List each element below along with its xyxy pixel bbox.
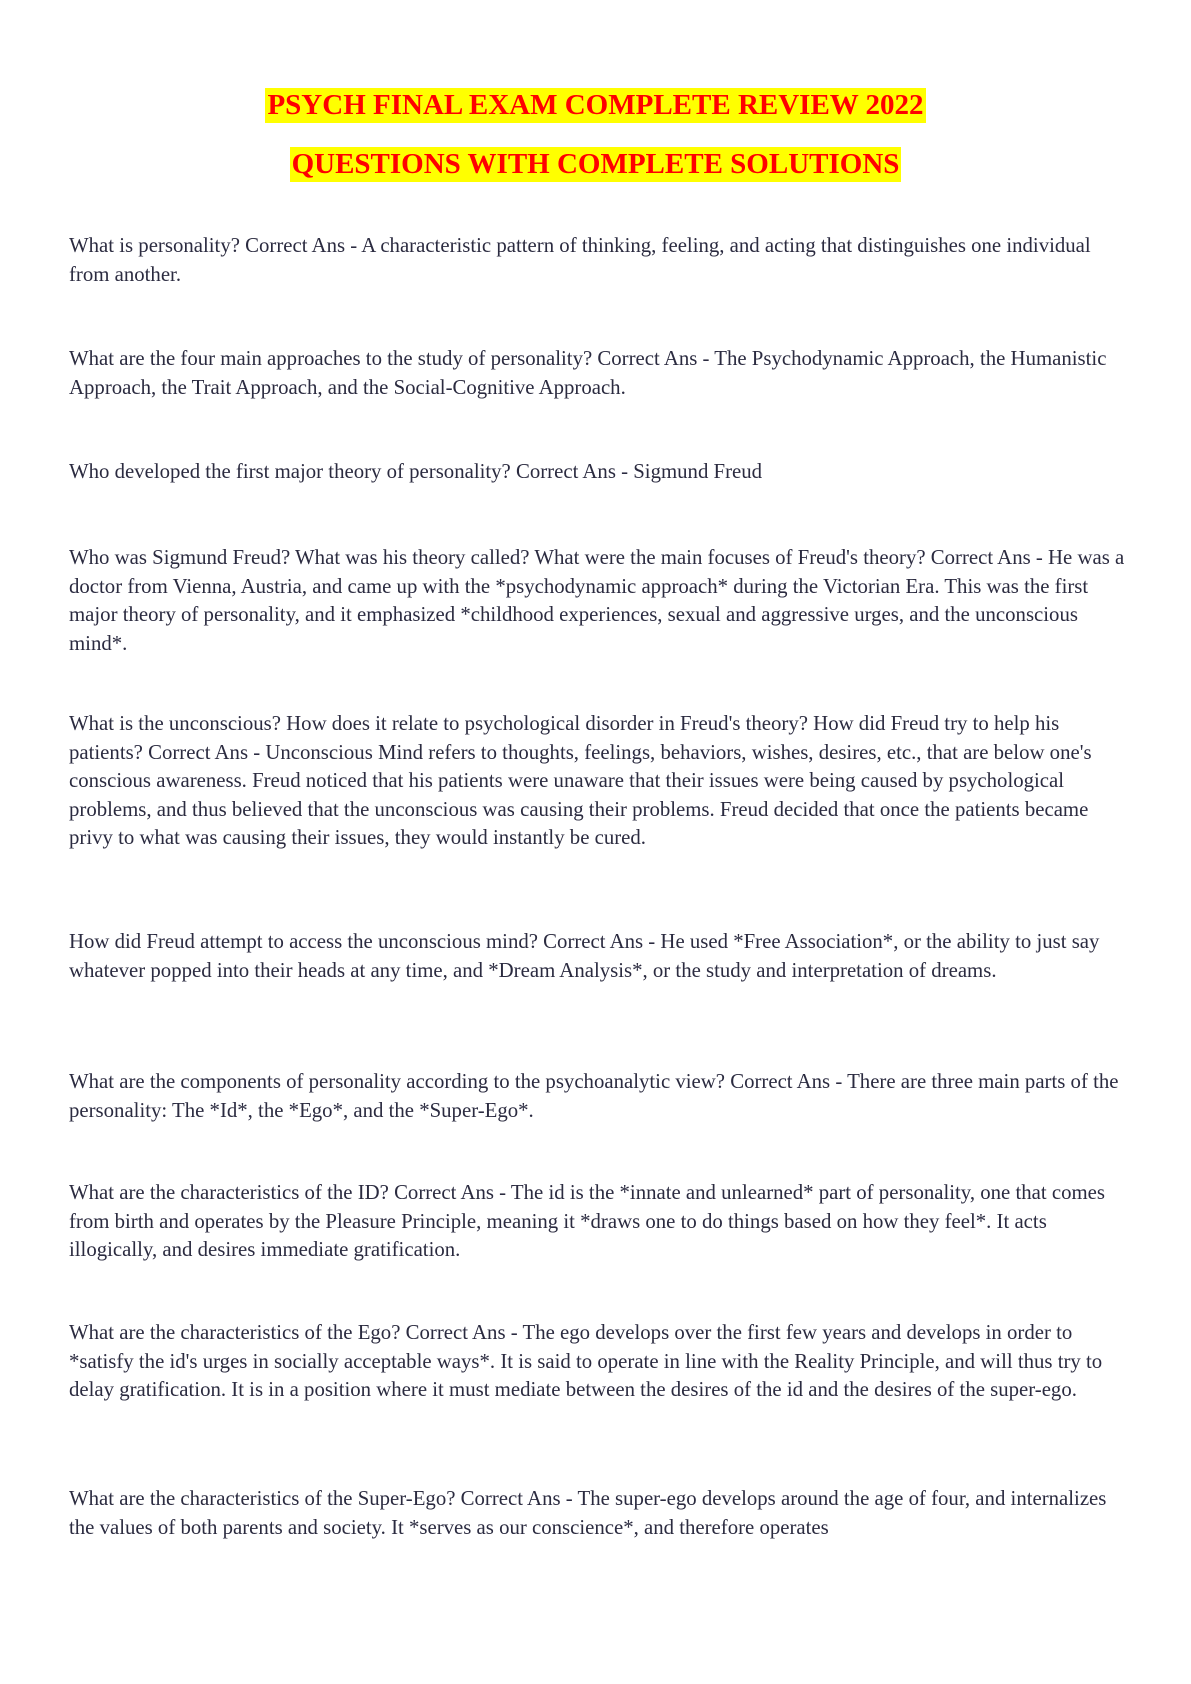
qa-item-9: What are the characteristics of the Ego? Correct Ans - The ego develops over the first few years and develops in order to *satisfy the id's urges in socially acceptable ways*. It is said to operate in line with the Reality Principle, and will thus try to delay gratification. It is in a position where it must mediate between the desires of the id and the desires of the super-ego.: [69, 1321, 1103, 1402]
qa-item-7: What are the components of personality according to the psychoanalytic view? Correct Ans - There are three main parts of the personality: The *Id*, the *Ego*, and the *Super-Ego*.: [69, 1070, 1119, 1122]
qa-item-4: Who was Sigmund Freud? What was his theory called? What were the main focuses of Freud's theory? Correct Ans - He was a doctor from Vienna, Austria, and came up with the *psychodynamic approach* during the Victorian Era. This was the first major theory of personality, and it emphasized *childhood experiences, sexual and aggressive urges, and the unconscious mind*.: [69, 546, 1125, 655]
qa-item-6: How did Freud attempt to access the unconscious mind? Correct Ans - He used *Free Association*, or the ability to just say whatever popped into their heads at any time, and *Dream Analysis*, or the study and interpretation of dreams.: [69, 930, 1100, 982]
qa-item-10: What are the characteristics of the Super-Ego? Correct Ans - The super-ego develops around the age of four, and internalizes the values of both parents and society. It *serves as our conscience*, and therefore operates: [69, 1487, 1107, 1539]
qa-item-8: What are the characteristics of the ID? Correct Ans - The id is the *innate and unlearned* part of personality, one that comes from birth and operates by the Pleasure Principle, meaning it *draws one to do things based on how they feel*. It acts illogically, and desires immediate gratification.: [69, 1181, 1105, 1262]
title-line-1: PSYCH FINAL EXAM COMPLETE REVIEW 2022: [267, 89, 924, 121]
qa-item-5: What is the unconscious? How does it relate to psychological disorder in Freud's theory? How did Freud try to help his patients? Correct Ans - Unconscious Mind refers to thoughts, feelings, behaviors, wishes, desires, etc., that are below one's conscious awareness. Freud noticed that his patients were unaware that their issues were being caused by psychological problems, and thus believed that the unconscious was causing their problems. Freud decided that once the patients became privy to what was causing their issues, they would instantly be cured.: [69, 712, 1092, 850]
qa-item-2: What are the four main approaches to the study of personality? Correct Ans - The Psychodynamic Approach, the Humanistic Approach, the Trait Approach, and the Social-Cognitive Approach.: [69, 347, 1107, 399]
title-line-2: QUESTIONS WITH COMPLETE SOLUTIONS: [291, 148, 900, 180]
document-title: [0, 88, 1191, 182]
qa-item-1: What is personality? Correct Ans - A characteristic pattern of thinking, feeling, and acting that distinguishes one individual from another.: [69, 234, 1091, 286]
qa-item-3: Who developed the first major theory of personality? Correct Ans - Sigmund Freud: [69, 460, 763, 483]
